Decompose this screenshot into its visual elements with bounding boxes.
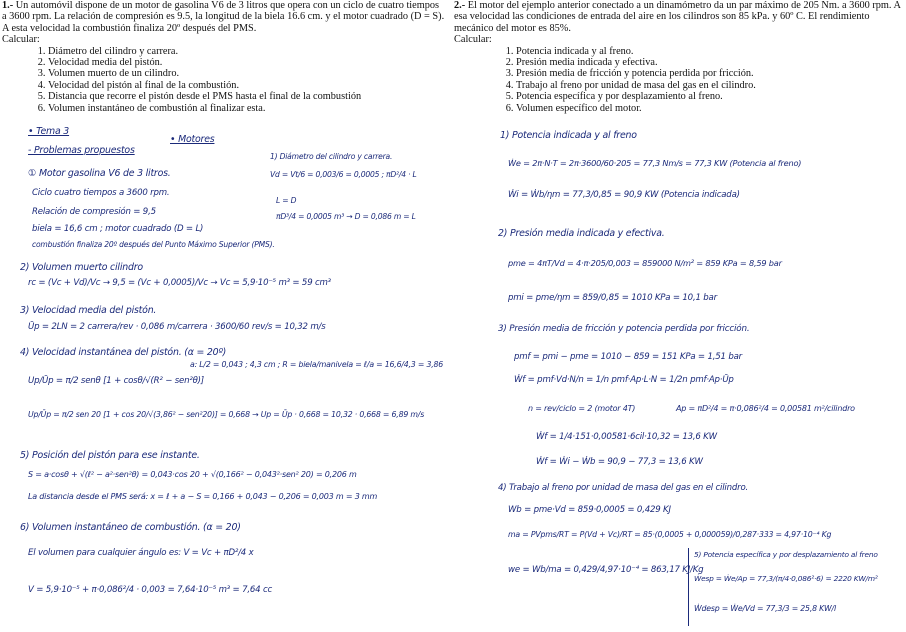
note: Relación de compresión = 9,5 bbox=[32, 207, 156, 217]
note: Ẇesp = Ẇe/Ap = 77,3/(π/4·0,086²·6) = 2220 KW/m² bbox=[694, 574, 878, 583]
calcular-label: Calcular: bbox=[454, 34, 492, 46]
note: Ẇf = pmf·Vd·N/n = 1/n pmf·Ap·L·N = 1/2n pmf·Ap·Ūp bbox=[514, 375, 734, 385]
note: Ẇi = Ẇb/ηm = 77,3/0,85 = 90,9 KW (Potencia indicada) bbox=[508, 190, 740, 200]
list-item: 6. Volumen instantáneo de combustión al finalizar esta. bbox=[48, 103, 446, 114]
note: S = a·cosθ + √(ℓ² − a²·sen²θ) = 0,043·cos 20 + √(0,166² − 0,043²·sen² 20) = 0,206 m bbox=[28, 470, 357, 479]
note: 5) Potencia específica y por desplazamiento al freno bbox=[694, 550, 878, 559]
list-item: 5. Potencia específica y por desplazamiento al freno. bbox=[516, 91, 902, 102]
note: a: L/2 = 0,043 ; 4,3 cm ; R = biela/manivela = ℓ/a = 16,6/4,3 = 3,86 bbox=[190, 360, 444, 369]
note: 2) Volumen muerto cilindro bbox=[20, 262, 143, 273]
problem-2-statement: 2.- El motor del ejemplo anterior conectado a un dinamómetro da un par máximo de 205 Nm. a 3600 rpm. A esa velocidad las condiciones de entrada del aire en los cilindros son 85 kPa. y 60º C. El rendimiento mecánico del motor es 85%. bbox=[454, 0, 901, 34]
note: Wb = pme·Vd = 859·0,0005 = 0,429 KJ bbox=[508, 505, 671, 515]
note: 4) Trabajo al freno por unidad de masa del gas en el cilindro. bbox=[498, 483, 749, 493]
note: Up/Ūp = π/2 sen 20 [1 + cos 20/√(3,86² − sen²20)] = 0,668 → Up = Ūp · 0,668 = 10,32 · 0,668 = 6,89 m/s bbox=[28, 410, 425, 419]
problem-1-number: 1.- bbox=[2, 0, 14, 11]
note: πD³/4 = 0,0005 m³ → D = 0,086 m = L bbox=[276, 212, 416, 221]
list-item: 2. Velocidad media del pistón. bbox=[48, 57, 446, 68]
note: Up/Ūp = π/2 senθ [1 + cosθ/√(R² − sen²θ)] bbox=[28, 376, 204, 386]
note: V = 5,9·10⁻⁵ + π·0,086²/4 · 0,003 = 7,64·10⁻⁵ m³ = 7,64 cc bbox=[28, 585, 273, 595]
note: n = rev/ciclo = 2 (motor 4T) bbox=[528, 404, 636, 413]
problem-2 bbox=[454, 0, 902, 114]
list-item: 5. Distancia que recorre el pistón desde el PMS hasta el final de la combustión bbox=[48, 91, 446, 102]
note: combustión finaliza 20º después del Punto Máximo Superior (PMS). bbox=[32, 240, 275, 249]
note: ① Motor gasolina V6 de 3 litros. bbox=[28, 168, 171, 179]
note: pme = 4πT/Vd = 4·π·205/0,003 = 859000 N/m² = 859 KPa = 8,59 bar bbox=[508, 258, 782, 268]
note: 1) Potencia indicada y al freno bbox=[500, 130, 637, 141]
note: Ẇf = 1/4·151·0,00581·6cil·10,32 = 13,6 KW bbox=[536, 432, 717, 442]
list-item: 1. Potencia indicada y al freno. bbox=[516, 46, 902, 57]
task-list bbox=[454, 46, 902, 114]
list-item: 1. Diámetro del cilindro y carrera. bbox=[48, 46, 446, 57]
note: pmi = pme/ηm = 859/0,85 = 1010 KPa = 10,1 bar bbox=[508, 293, 717, 303]
note: • Motores bbox=[170, 134, 215, 145]
list-item: 4. Trabajo al freno por unidad de masa del gas en el cilindro. bbox=[516, 80, 902, 91]
note: Ciclo cuatro tiempos a 3600 rpm. bbox=[32, 188, 170, 198]
note: 1) Diámetro del cilindro y carrera. bbox=[270, 152, 393, 161]
note: El volumen para cualquier ángulo es: V = Vc + πD²/4 x bbox=[28, 548, 254, 558]
note: we = Wb/ma = 0,429/4,97·10⁻⁴ = 863,17 KJ/Kg bbox=[508, 565, 704, 575]
list-item: 3. Volumen muerto de un cilindro. bbox=[48, 68, 446, 79]
note: 4) Velocidad instantánea del pistón. (α = 20º) bbox=[20, 347, 227, 358]
note: biela = 16,6 cm ; motor cuadrado (D = L) bbox=[32, 224, 204, 234]
task-list bbox=[2, 46, 446, 114]
note: Vd = Vt/6 = 0,003/6 = 0,0005 ; πD²/4 · L bbox=[270, 170, 417, 179]
note: 2) Presión media indicada y efectiva. bbox=[498, 228, 665, 239]
note: Ūp = 2LN = 2 carrera/rev · 0,086 m/carrera · 3600/60 rev/s = 10,32 m/s bbox=[28, 322, 326, 332]
list-item: 4. Velocidad del pistón al final de la combustión. bbox=[48, 80, 446, 91]
note: 3) Velocidad media del pistón. bbox=[20, 305, 157, 316]
note: rc = (Vc + Vd)/Vc → 9,5 = (Vc + 0,0005)/Vc → Vc = 5,9·10⁻⁵ m³ = 59 cm³ bbox=[28, 278, 331, 288]
list-item: 3. Presión media de fricción y potencia perdida por fricción. bbox=[516, 68, 902, 79]
note: 5) Posición del pistón para ese instante. bbox=[20, 450, 200, 461]
note: Ẇe = 2π·N·T = 2π·3600/60·205 = 77,3 Nm/s = 77,3 KW (Potencia al freno) bbox=[508, 158, 802, 168]
note: La distancia desde el PMS será: x = ℓ + a − S = 0,166 + 0,043 − 0,206 = 0,003 m = 3 mm bbox=[28, 492, 378, 501]
boxed-answer bbox=[688, 548, 899, 626]
problem-1 bbox=[2, 0, 446, 114]
problem-1-statement: 1.- Un automóvil dispone de un motor de gasolina V6 de 3 litros que opera con un ciclo de cuatro tiempos a 3600 rpm. La relación de compresión es 9.5, la longitud de la biela 16.6 cm. y el motor cuadrado (D = S). A esta velocidad la combustión finaliza 20º después del PMS. bbox=[2, 0, 445, 34]
note: Ap = πD²/4 = π·0,086²/4 = 0,00581 m²/cilindro bbox=[676, 404, 855, 413]
note: - Problemas propuestos bbox=[28, 145, 135, 156]
note: L = D bbox=[276, 196, 297, 205]
calcular-label: Calcular: bbox=[2, 34, 40, 46]
note: 3) Presión media de fricción y potencia perdida por fricción. bbox=[498, 324, 750, 334]
list-item: 6. Volumen específico del motor. bbox=[516, 103, 902, 114]
note: pmf = pmi − pme = 1010 − 859 = 151 KPa = 1,51 bar bbox=[514, 352, 742, 362]
list-item: 2. Presión media indicada y efectiva. bbox=[516, 57, 902, 68]
note: ma = PVpms/RT = P(Vd + Vc)/RT = 85·(0,0005 + 0,000059)/0,287·333 = 4,97·10⁻⁴ Kg bbox=[508, 530, 832, 539]
note: 6) Volumen instantáneo de combustión. (α = 20) bbox=[20, 522, 241, 533]
note: Ẇf = Ẇi − Ẇb = 90,9 − 77,3 = 13,6 KW bbox=[536, 457, 703, 467]
problem-2-number: 2.- bbox=[454, 0, 466, 11]
note: Ẇdesp = Ẇe/Vd = 77,3/3 = 25,8 KW/l bbox=[694, 604, 836, 613]
note: • Tema 3 bbox=[28, 126, 70, 137]
